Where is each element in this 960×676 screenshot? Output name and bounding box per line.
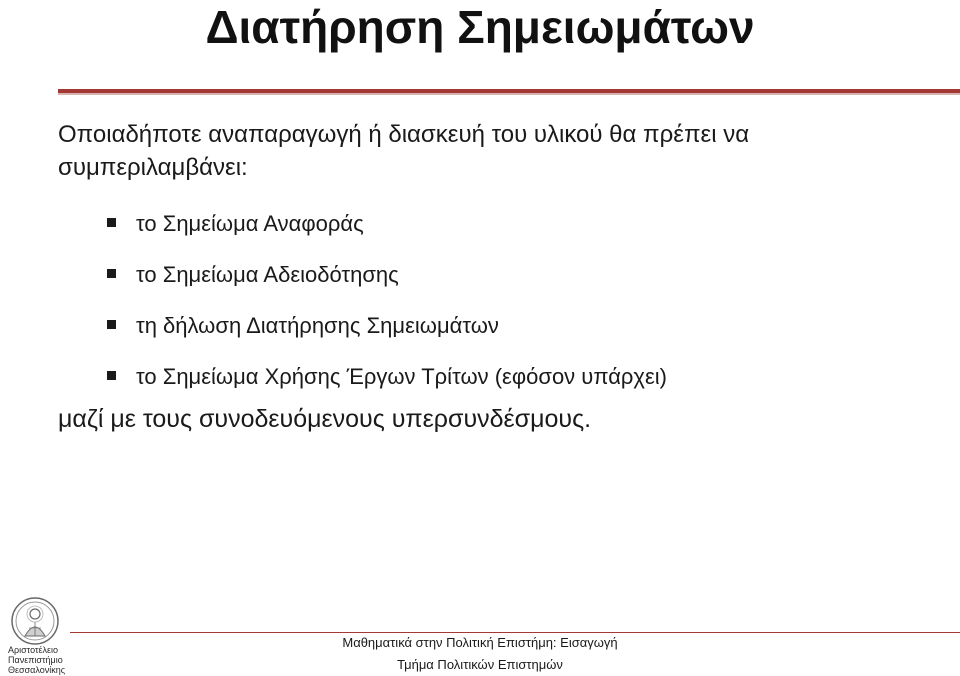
university-name <box>8 645 78 675</box>
bullet-text: το Σημείωμα Αδειοδότησης <box>136 262 399 287</box>
square-bullet-icon <box>107 371 116 380</box>
footer-course-title: Μαθηματικά στην Πολιτική Επιστήμη: Εισαγωγή <box>342 635 618 650</box>
footer-divider <box>70 632 960 633</box>
bullet-item <box>100 309 667 360</box>
bullet-text: τη δήλωση Διατήρησης Σημειωμάτων <box>136 313 499 338</box>
outro-paragraph: μαζί με τους συνοδευόμενους υπερσυνδέσμους. <box>58 405 592 433</box>
university-seal-icon <box>10 596 60 646</box>
university-name-line: Αριστοτέλειο <box>8 645 59 655</box>
university-name-line: Θεσσαλονίκης <box>8 665 66 675</box>
university-name-line: Πανεπιστήμιο <box>8 655 63 665</box>
square-bullet-icon <box>107 269 116 278</box>
square-bullet-icon <box>107 218 116 227</box>
footer-department: Τμήμα Πολιτικών Επιστημών <box>397 657 563 672</box>
bullet-item <box>100 258 667 309</box>
slide-title: Διατήρηση Σημειωμάτων <box>205 1 755 53</box>
bullet-item <box>100 207 667 258</box>
title-divider-shadow <box>58 93 960 95</box>
square-bullet-icon <box>107 320 116 329</box>
bullet-text: το Σημείωμα Χρήσης Έργων Τρίτων (εφόσον υπάρχει) <box>136 364 667 389</box>
bullet-text: το Σημείωμα Αναφοράς <box>136 211 364 236</box>
intro-paragraph: Οποιαδήποτε αναπαραγωγή ή διασκευή του υλικού θα πρέπει να συμπεριλαμβάνει: <box>58 121 750 181</box>
bullet-list <box>100 207 667 411</box>
